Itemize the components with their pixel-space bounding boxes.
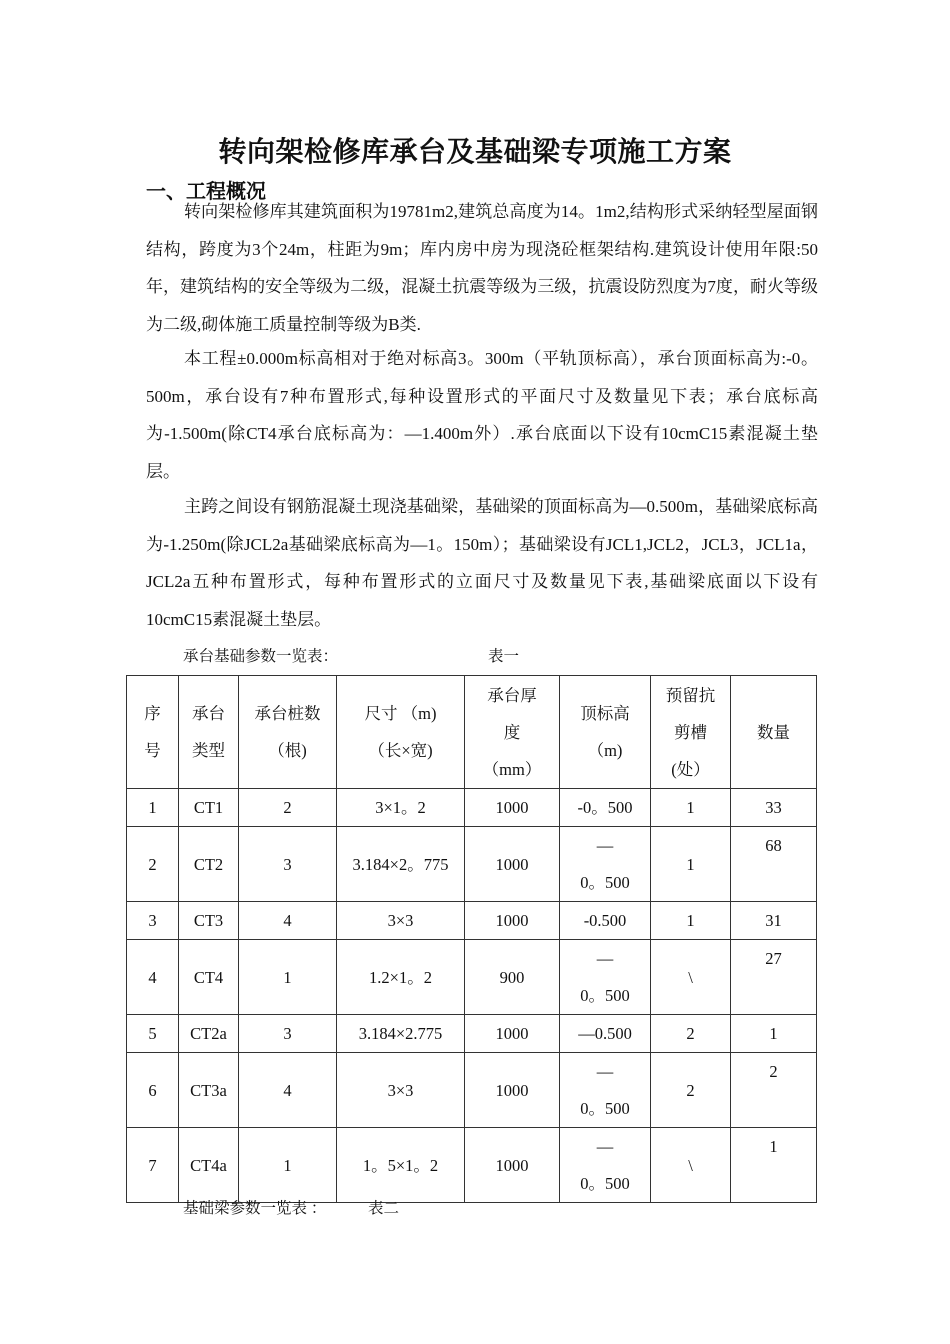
shear-groove-cell: 1 bbox=[651, 789, 731, 827]
cap-thickness-cell: 1000 bbox=[465, 1128, 560, 1203]
header-text: 顶标高 bbox=[580, 704, 630, 723]
shear-groove-cell: 2 bbox=[651, 1015, 731, 1053]
shear-groove-cell: \ bbox=[651, 940, 731, 1015]
pile-cap-table bbox=[126, 675, 817, 1203]
header-text: 预留抗 bbox=[665, 685, 716, 705]
cap-size-cell: 3.184×2.775 bbox=[337, 1015, 465, 1053]
cap-type-cell: CT4a bbox=[179, 1128, 239, 1203]
quantity-cell: 31 bbox=[731, 902, 817, 940]
quantity-cell: 1 bbox=[731, 1128, 817, 1203]
pile-count-cell: 4 bbox=[239, 902, 337, 940]
header-text: 度 bbox=[503, 722, 521, 742]
table-header-cell bbox=[560, 676, 651, 789]
pile-count-cell: 1 bbox=[239, 1128, 337, 1203]
shear-groove-cell: 1 bbox=[651, 902, 731, 940]
top-elevation-cell bbox=[560, 827, 651, 902]
header-text: 承台桩数 bbox=[254, 704, 321, 723]
header-text: 号 bbox=[144, 741, 161, 760]
cap-size-cell: 1.2×1。2 bbox=[337, 940, 465, 1015]
elevation-text: -0.500 bbox=[583, 911, 627, 930]
header-text: 尺寸 （m) bbox=[364, 704, 437, 723]
elevation-text: 0。500 bbox=[580, 986, 630, 1005]
table1-caption: 承台基础参数一览表： bbox=[183, 648, 339, 665]
elevation-text: — bbox=[596, 1137, 614, 1156]
row-number-cell: 5 bbox=[127, 1015, 179, 1053]
cap-size-cell: 1。5×1。2 bbox=[337, 1128, 465, 1203]
table-row bbox=[127, 940, 817, 1015]
top-elevation-cell bbox=[560, 902, 651, 940]
pile-count-cell: 1 bbox=[239, 940, 337, 1015]
table-header-cell bbox=[127, 676, 179, 789]
shear-groove-cell: 2 bbox=[651, 1053, 731, 1128]
elevation-text: -0。500 bbox=[577, 798, 633, 817]
cap-size-cell: 3×3 bbox=[337, 1053, 465, 1128]
pile-count-cell: 3 bbox=[239, 827, 337, 902]
header-text: （m) bbox=[587, 741, 623, 760]
document-title: 转向架检修库承台及基础梁专项施工方案 bbox=[218, 135, 732, 168]
quantity-cell: 2 bbox=[731, 1053, 817, 1128]
table-header-cell bbox=[731, 676, 817, 789]
cap-type-cell: CT2a bbox=[179, 1015, 239, 1053]
elevation-text: —0.500 bbox=[578, 1024, 632, 1043]
header-text: 承台 bbox=[192, 704, 225, 723]
row-number-cell: 3 bbox=[127, 902, 179, 940]
cap-type-cell: CT2 bbox=[179, 827, 239, 902]
table2-caption: 基础梁参数一览表 ： bbox=[183, 1200, 327, 1217]
table-header-cell bbox=[651, 676, 731, 789]
cap-size-cell: 3.184×2。775 bbox=[337, 827, 465, 902]
shear-groove-cell: \ bbox=[651, 1128, 731, 1203]
elevation-text: 0。500 bbox=[580, 1099, 630, 1118]
header-text: 类型 bbox=[192, 741, 225, 760]
paragraph-foundation-beam: 主跨之间设有钢筋混凝土现浇基础梁，基础梁的顶面标高为—0.500m，基础梁底标高为-1.250m(除JCL2a基础梁底标高为—1。150m）；基础梁设有JCL1,JCL2，JCL3，JCL1a，JCL2a五种布置形式，每种布置形式的立面尺寸及数量见下表,基础梁底面以下设有10cmC15素混凝土垫层。 bbox=[146, 497, 818, 629]
top-elevation-cell bbox=[560, 940, 651, 1015]
table-header-cell bbox=[179, 676, 239, 789]
header-text: (处） bbox=[671, 759, 710, 779]
header-text: （根) bbox=[268, 741, 307, 760]
top-elevation-cell bbox=[560, 1015, 651, 1053]
header-text: 序 bbox=[144, 704, 161, 723]
top-elevation-cell bbox=[560, 789, 651, 827]
paragraph-overview: 转向架检修库其建筑面积为19781m2,建筑总高度为14。1m2,结构形式采纳轻型屋面钢结构，跨度为3个24m，柱距为9m；库内房中房为现浇砼框架结构.建筑设计使用年限:50年，建筑结构的安全等级为二级，混凝土抗震等级为三级，抗震设防烈度为7度，耐火等级为二级,砌体施工质量控制等级为B类. bbox=[146, 202, 818, 334]
quantity-cell: 68 bbox=[731, 827, 817, 902]
pile-count-cell: 2 bbox=[239, 789, 337, 827]
header-text: 承台厚 bbox=[487, 685, 537, 705]
table-row bbox=[127, 902, 817, 940]
table-header-cell bbox=[465, 676, 560, 789]
cap-type-cell: CT1 bbox=[179, 789, 239, 827]
cap-thickness-cell: 1000 bbox=[465, 789, 560, 827]
elevation-text: 0。500 bbox=[580, 1174, 630, 1193]
cap-thickness-cell: 1000 bbox=[465, 827, 560, 902]
cap-thickness-cell: 1000 bbox=[465, 1015, 560, 1053]
table-row bbox=[127, 1053, 817, 1128]
paragraph-elevation: 本工程±0.000m标高相对于绝对标高3。300m（平轨顶标高），承台顶面标高为:-0。500m，承台设有7种布置形式,每种设置形式的平面尺寸及数量见下表；承台底标高为-1.500m(除CT4承台底标高为：—1.400m外）.承台底面以下设有10cmC15素混凝土垫层。 bbox=[146, 349, 818, 481]
table1-label: 表一 bbox=[488, 648, 520, 665]
table-row bbox=[127, 1128, 817, 1203]
cap-thickness-cell: 1000 bbox=[465, 1053, 560, 1128]
row-number-cell: 4 bbox=[127, 940, 179, 1015]
table-header-row bbox=[127, 676, 817, 789]
pile-count-cell: 3 bbox=[239, 1015, 337, 1053]
table-row bbox=[127, 1015, 817, 1053]
cap-type-cell: CT4 bbox=[179, 940, 239, 1015]
pile-count-cell: 4 bbox=[239, 1053, 337, 1128]
table-row bbox=[127, 827, 817, 902]
table-header-cell bbox=[239, 676, 337, 789]
header-text: （mm） bbox=[482, 759, 542, 779]
row-number-cell: 1 bbox=[127, 789, 179, 827]
table2-label: 表二 bbox=[368, 1200, 400, 1217]
quantity-cell: 1 bbox=[731, 1015, 817, 1053]
top-elevation-cell bbox=[560, 1053, 651, 1128]
cap-type-cell: CT3a bbox=[179, 1053, 239, 1128]
elevation-text: — bbox=[596, 1062, 614, 1081]
elevation-text: — bbox=[596, 949, 614, 968]
cap-thickness-cell: 900 bbox=[465, 940, 560, 1015]
quantity-cell: 33 bbox=[731, 789, 817, 827]
section-heading: 一、工程概况 bbox=[146, 179, 266, 203]
shear-groove-cell: 1 bbox=[651, 827, 731, 902]
cap-thickness-cell: 1000 bbox=[465, 902, 560, 940]
header-text: 数量 bbox=[757, 722, 790, 742]
top-elevation-cell bbox=[560, 1128, 651, 1203]
header-text: （长×宽) bbox=[368, 741, 433, 760]
cap-type-cell: CT3 bbox=[179, 902, 239, 940]
row-number-cell: 2 bbox=[127, 827, 179, 902]
table-header-cell bbox=[337, 676, 465, 789]
table-row bbox=[127, 789, 817, 827]
quantity-cell: 27 bbox=[731, 940, 817, 1015]
elevation-text: 0。500 bbox=[580, 873, 630, 892]
cap-size-cell: 3×1。2 bbox=[337, 789, 465, 827]
row-number-cell: 6 bbox=[127, 1053, 179, 1128]
cap-size-cell: 3×3 bbox=[337, 902, 465, 940]
elevation-text: — bbox=[596, 836, 614, 855]
header-text: 剪槽 bbox=[674, 722, 707, 742]
row-number-cell: 7 bbox=[127, 1128, 179, 1203]
